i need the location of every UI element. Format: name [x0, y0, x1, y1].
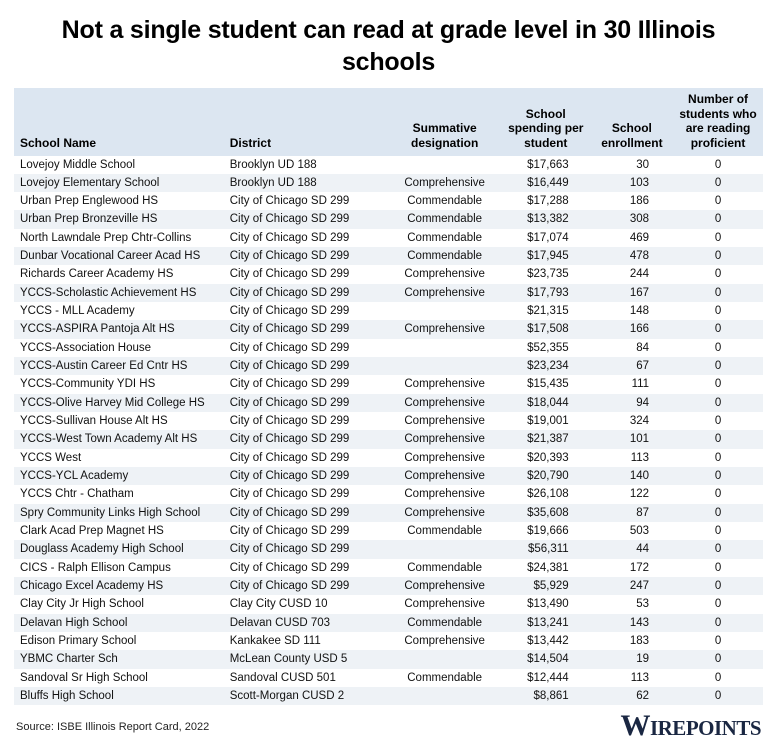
- cell-school-name: North Lawndale Prep Chtr-Collins: [14, 229, 224, 247]
- cell-reading-proficient: 0: [673, 467, 763, 485]
- cell-school-name: YCCS-West Town Academy Alt HS: [14, 430, 224, 448]
- cell-school-enrollment: 111: [591, 375, 673, 393]
- cell-district: City of Chicago SD 299: [224, 375, 389, 393]
- table-row: [14, 650, 763, 668]
- cell-school-spending: $17,945: [501, 247, 591, 265]
- cell-district: Sandoval CUSD 501: [224, 669, 389, 687]
- cell-school-enrollment: 183: [591, 632, 673, 650]
- cell-school-spending: $20,790: [501, 467, 591, 485]
- column-header-school-spending-per-student: School spending per student: [501, 88, 591, 156]
- table-row: [14, 595, 763, 613]
- cell-school-enrollment: 244: [591, 265, 673, 283]
- cell-summative-designation: Comprehensive: [388, 632, 500, 650]
- cell-summative-designation: Comprehensive: [388, 449, 500, 467]
- cell-school-spending: $15,435: [501, 375, 591, 393]
- cell-district: City of Chicago SD 299: [224, 302, 389, 320]
- table-row: [14, 320, 763, 338]
- cell-school-enrollment: 469: [591, 229, 673, 247]
- column-header-school-name: School Name: [14, 88, 224, 156]
- table-row: [14, 614, 763, 632]
- cell-school-enrollment: 166: [591, 320, 673, 338]
- table-row: [14, 559, 763, 577]
- cell-school-enrollment: 30: [591, 156, 673, 174]
- cell-reading-proficient: 0: [673, 339, 763, 357]
- cell-school-name: YCCS - MLL Academy: [14, 302, 224, 320]
- wirepoints-logo: Wirepoints: [620, 709, 761, 743]
- cell-reading-proficient: 0: [673, 577, 763, 595]
- cell-reading-proficient: 0: [673, 522, 763, 540]
- cell-school-spending: $17,663: [501, 156, 591, 174]
- column-header-reading-proficient: Number of students who are reading proficient: [673, 88, 763, 156]
- cell-school-spending: $13,382: [501, 210, 591, 228]
- cell-district: City of Chicago SD 299: [224, 394, 389, 412]
- cell-district: Brooklyn UD 188: [224, 156, 389, 174]
- cell-school-spending: $17,793: [501, 284, 591, 302]
- cell-district: City of Chicago SD 299: [224, 229, 389, 247]
- cell-district: City of Chicago SD 299: [224, 320, 389, 338]
- cell-school-name: YCCS-Scholastic Achievement HS: [14, 284, 224, 302]
- cell-school-name: YCCS West: [14, 449, 224, 467]
- cell-reading-proficient: 0: [673, 430, 763, 448]
- cell-school-name: YBMC Charter Sch: [14, 650, 224, 668]
- cell-school-name: Lovejoy Elementary School: [14, 174, 224, 192]
- footer: [14, 709, 763, 755]
- cell-reading-proficient: 0: [673, 174, 763, 192]
- cell-school-enrollment: 172: [591, 559, 673, 577]
- cell-summative-designation: Commendable: [388, 522, 500, 540]
- cell-school-spending: $5,929: [501, 577, 591, 595]
- cell-school-enrollment: 103: [591, 174, 673, 192]
- cell-district: City of Chicago SD 299: [224, 210, 389, 228]
- column-header-school-enrollment: School enrollment: [591, 88, 673, 156]
- cell-district: Scott-Morgan CUSD 2: [224, 687, 389, 705]
- cell-school-name: Dunbar Vocational Career Acad HS: [14, 247, 224, 265]
- cell-school-name: Urban Prep Bronzeville HS: [14, 210, 224, 228]
- cell-reading-proficient: 0: [673, 229, 763, 247]
- cell-district: Kankakee SD 111: [224, 632, 389, 650]
- cell-school-enrollment: 113: [591, 449, 673, 467]
- cell-summative-designation: Comprehensive: [388, 284, 500, 302]
- cell-summative-designation: Comprehensive: [388, 504, 500, 522]
- cell-school-enrollment: 167: [591, 284, 673, 302]
- cell-summative-designation: [388, 156, 500, 174]
- cell-summative-designation: Commendable: [388, 669, 500, 687]
- cell-summative-designation: Commendable: [388, 559, 500, 577]
- cell-school-spending: $17,288: [501, 192, 591, 210]
- cell-school-spending: $12,444: [501, 669, 591, 687]
- cell-school-name: Clark Acad Prep Magnet HS: [14, 522, 224, 540]
- table-row: [14, 485, 763, 503]
- cell-district: City of Chicago SD 299: [224, 284, 389, 302]
- cell-district: City of Chicago SD 299: [224, 449, 389, 467]
- cell-reading-proficient: 0: [673, 284, 763, 302]
- table-row: [14, 504, 763, 522]
- cell-school-spending: $8,861: [501, 687, 591, 705]
- cell-school-enrollment: 62: [591, 687, 673, 705]
- cell-summative-designation: Commendable: [388, 192, 500, 210]
- table-row: [14, 192, 763, 210]
- cell-summative-designation: Comprehensive: [388, 265, 500, 283]
- cell-school-enrollment: 19: [591, 650, 673, 668]
- table-row: [14, 339, 763, 357]
- cell-school-name: YCCS-Community YDI HS: [14, 375, 224, 393]
- cell-school-spending: $21,315: [501, 302, 591, 320]
- cell-reading-proficient: 0: [673, 394, 763, 412]
- cell-school-enrollment: 148: [591, 302, 673, 320]
- cell-school-name: Spry Community Links High School: [14, 504, 224, 522]
- cell-summative-designation: [388, 540, 500, 558]
- page-title: Not a single student can read at grade level in 30 Illinois schools: [61, 16, 716, 76]
- cell-district: City of Chicago SD 299: [224, 522, 389, 540]
- cell-reading-proficient: 0: [673, 449, 763, 467]
- table-row: [14, 229, 763, 247]
- cell-reading-proficient: 0: [673, 412, 763, 430]
- cell-school-name: YCCS-ASPIRA Pantoja Alt HS: [14, 320, 224, 338]
- cell-district: McLean County USD 5: [224, 650, 389, 668]
- table-row: [14, 449, 763, 467]
- cell-school-enrollment: 53: [591, 595, 673, 613]
- table-row: [14, 577, 763, 595]
- cell-school-name: YCCS Chtr - Chatham: [14, 485, 224, 503]
- cell-school-enrollment: 308: [591, 210, 673, 228]
- cell-school-spending: $56,311: [501, 540, 591, 558]
- cell-district: City of Chicago SD 299: [224, 504, 389, 522]
- cell-district: City of Chicago SD 299: [224, 192, 389, 210]
- cell-district: Delavan CUSD 703: [224, 614, 389, 632]
- cell-school-enrollment: 67: [591, 357, 673, 375]
- table-row: [14, 540, 763, 558]
- cell-summative-designation: Comprehensive: [388, 430, 500, 448]
- cell-school-enrollment: 113: [591, 669, 673, 687]
- cell-school-name: YCCS-Association House: [14, 339, 224, 357]
- cell-reading-proficient: 0: [673, 210, 763, 228]
- cell-reading-proficient: 0: [673, 302, 763, 320]
- cell-school-spending: $23,234: [501, 357, 591, 375]
- cell-school-name: Douglass Academy High School: [14, 540, 224, 558]
- cell-reading-proficient: 0: [673, 650, 763, 668]
- cell-reading-proficient: 0: [673, 485, 763, 503]
- cell-school-name: Delavan High School: [14, 614, 224, 632]
- cell-summative-designation: Commendable: [388, 247, 500, 265]
- cell-district: City of Chicago SD 299: [224, 339, 389, 357]
- cell-school-enrollment: 94: [591, 394, 673, 412]
- cell-district: City of Chicago SD 299: [224, 430, 389, 448]
- cell-school-spending: $20,393: [501, 449, 591, 467]
- schools-table: [14, 88, 763, 705]
- cell-school-name: Sandoval Sr High School: [14, 669, 224, 687]
- cell-district: City of Chicago SD 299: [224, 540, 389, 558]
- cell-summative-designation: [388, 339, 500, 357]
- cell-school-enrollment: 478: [591, 247, 673, 265]
- cell-school-name: Chicago Excel Academy HS: [14, 577, 224, 595]
- cell-school-name: YCCS-YCL Academy: [14, 467, 224, 485]
- cell-summative-designation: [388, 650, 500, 668]
- cell-summative-designation: Comprehensive: [388, 320, 500, 338]
- cell-school-spending: $35,608: [501, 504, 591, 522]
- cell-reading-proficient: 0: [673, 632, 763, 650]
- cell-school-spending: $13,241: [501, 614, 591, 632]
- cell-reading-proficient: 0: [673, 375, 763, 393]
- cell-summative-designation: Commendable: [388, 229, 500, 247]
- cell-school-spending: $17,074: [501, 229, 591, 247]
- table-row: [14, 357, 763, 375]
- cell-school-enrollment: 87: [591, 504, 673, 522]
- cell-school-spending: $19,001: [501, 412, 591, 430]
- cell-district: City of Chicago SD 299: [224, 357, 389, 375]
- table-row: [14, 247, 763, 265]
- table-row: [14, 430, 763, 448]
- cell-school-name: YCCS-Sullivan House Alt HS: [14, 412, 224, 430]
- cell-school-enrollment: 143: [591, 614, 673, 632]
- cell-district: City of Chicago SD 299: [224, 467, 389, 485]
- cell-reading-proficient: 0: [673, 559, 763, 577]
- cell-district: City of Chicago SD 299: [224, 247, 389, 265]
- cell-summative-designation: Comprehensive: [388, 394, 500, 412]
- cell-summative-designation: Commendable: [388, 210, 500, 228]
- source-note: Source: ISBE Illinois Report Card, 2022: [16, 721, 210, 734]
- cell-school-enrollment: 101: [591, 430, 673, 448]
- cell-school-name: YCCS-Olive Harvey Mid College HS: [14, 394, 224, 412]
- cell-school-name: Bluffs High School: [14, 687, 224, 705]
- cell-district: City of Chicago SD 299: [224, 577, 389, 595]
- cell-summative-designation: [388, 302, 500, 320]
- cell-summative-designation: Comprehensive: [388, 577, 500, 595]
- cell-reading-proficient: 0: [673, 265, 763, 283]
- cell-reading-proficient: 0: [673, 595, 763, 613]
- table-row: [14, 284, 763, 302]
- cell-district: Clay City CUSD 10: [224, 595, 389, 613]
- column-header-summative-designation: Summative designation: [388, 88, 500, 156]
- cell-school-spending: $52,355: [501, 339, 591, 357]
- table-header: [14, 88, 763, 156]
- table-row: [14, 375, 763, 393]
- cell-school-spending: $13,490: [501, 595, 591, 613]
- cell-district: City of Chicago SD 299: [224, 412, 389, 430]
- cell-summative-designation: Comprehensive: [388, 174, 500, 192]
- table-row: [14, 302, 763, 320]
- cell-school-enrollment: 84: [591, 339, 673, 357]
- cell-school-enrollment: 44: [591, 540, 673, 558]
- cell-school-spending: $13,442: [501, 632, 591, 650]
- table-row: [14, 174, 763, 192]
- cell-summative-designation: Comprehensive: [388, 467, 500, 485]
- cell-reading-proficient: 0: [673, 669, 763, 687]
- cell-school-enrollment: 247: [591, 577, 673, 595]
- table-body: [14, 156, 763, 706]
- cell-school-spending: $16,449: [501, 174, 591, 192]
- cell-reading-proficient: 0: [673, 540, 763, 558]
- cell-reading-proficient: 0: [673, 687, 763, 705]
- cell-school-spending: $19,666: [501, 522, 591, 540]
- cell-district: City of Chicago SD 299: [224, 559, 389, 577]
- table-row: [14, 687, 763, 705]
- cell-school-enrollment: 140: [591, 467, 673, 485]
- cell-reading-proficient: 0: [673, 192, 763, 210]
- cell-school-enrollment: 503: [591, 522, 673, 540]
- cell-district: City of Chicago SD 299: [224, 265, 389, 283]
- cell-district: Brooklyn UD 188: [224, 174, 389, 192]
- cell-reading-proficient: 0: [673, 156, 763, 174]
- table-row: [14, 522, 763, 540]
- cell-school-spending: $24,381: [501, 559, 591, 577]
- cell-summative-designation: Comprehensive: [388, 485, 500, 503]
- cell-school-enrollment: 186: [591, 192, 673, 210]
- cell-school-name: Edison Primary School: [14, 632, 224, 650]
- table-row: [14, 669, 763, 687]
- table-row: [14, 467, 763, 485]
- cell-reading-proficient: 0: [673, 320, 763, 338]
- table-row: [14, 412, 763, 430]
- cell-school-name: CICS - Ralph Ellison Campus: [14, 559, 224, 577]
- cell-summative-designation: Comprehensive: [388, 595, 500, 613]
- cell-school-enrollment: 324: [591, 412, 673, 430]
- cell-school-spending: $23,735: [501, 265, 591, 283]
- cell-school-spending: $18,044: [501, 394, 591, 412]
- table-row: [14, 632, 763, 650]
- cell-school-spending: $26,108: [501, 485, 591, 503]
- cell-school-spending: $17,508: [501, 320, 591, 338]
- cell-school-enrollment: 122: [591, 485, 673, 503]
- cell-summative-designation: [388, 687, 500, 705]
- cell-school-name: Clay City Jr High School: [14, 595, 224, 613]
- cell-reading-proficient: 0: [673, 247, 763, 265]
- table-row: [14, 394, 763, 412]
- cell-reading-proficient: 0: [673, 614, 763, 632]
- cell-reading-proficient: 0: [673, 357, 763, 375]
- cell-school-name: YCCS-Austin Career Ed Cntr HS: [14, 357, 224, 375]
- cell-school-name: Lovejoy Middle School: [14, 156, 224, 174]
- cell-summative-designation: [388, 357, 500, 375]
- cell-summative-designation: Comprehensive: [388, 375, 500, 393]
- cell-district: City of Chicago SD 299: [224, 485, 389, 503]
- cell-school-spending: $14,504: [501, 650, 591, 668]
- cell-summative-designation: Comprehensive: [388, 412, 500, 430]
- cell-summative-designation: Commendable: [388, 614, 500, 632]
- table-row: [14, 265, 763, 283]
- column-header-district: District: [224, 88, 389, 156]
- table-row: [14, 210, 763, 228]
- cell-reading-proficient: 0: [673, 504, 763, 522]
- cell-school-spending: $21,387: [501, 430, 591, 448]
- cell-school-name: Richards Career Academy HS: [14, 265, 224, 283]
- table-row: [14, 156, 763, 174]
- cell-school-name: Urban Prep Englewood HS: [14, 192, 224, 210]
